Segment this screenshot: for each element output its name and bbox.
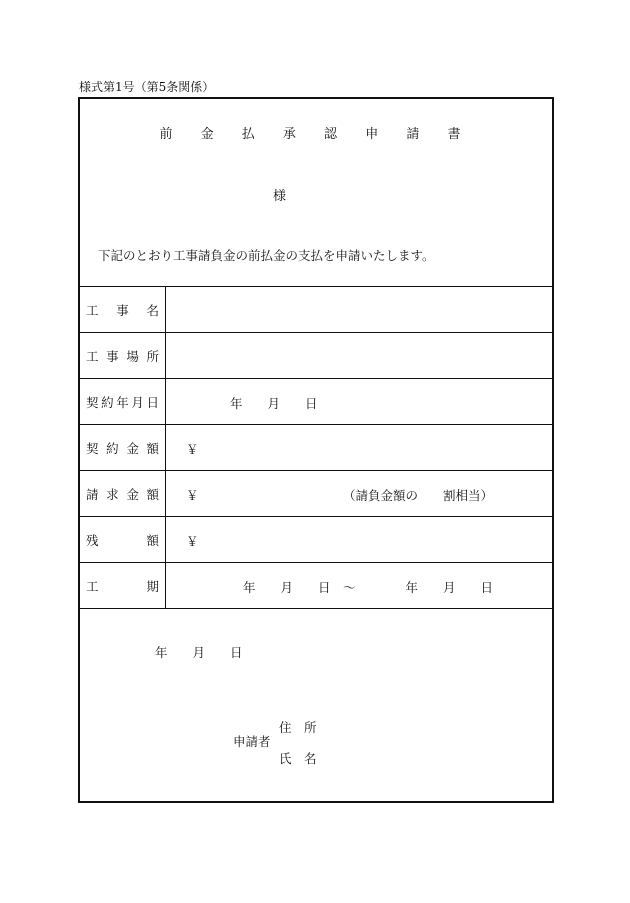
intro-text: 下記のとおり工事請負金の前払金の支払を申請いたします。 xyxy=(98,248,435,263)
application-date[interactable]: 年 月 日 xyxy=(155,645,243,660)
row-label-project-location: 工事場所 xyxy=(80,333,166,378)
requested-amount-field[interactable] xyxy=(167,471,552,516)
form-table xyxy=(80,286,552,609)
contract-date-field[interactable] xyxy=(167,379,552,424)
table-row-project-name xyxy=(80,286,552,332)
table-row-contract-date xyxy=(80,378,552,424)
table-row-construction-period xyxy=(80,562,552,609)
row-label-construction-period: 工期 xyxy=(80,563,166,608)
addressee-suffix: 様 xyxy=(273,189,287,204)
row-label-contract-amount: 契約金額 xyxy=(80,425,166,470)
yen-sign: ￥ xyxy=(186,534,199,549)
contract-amount-field[interactable] xyxy=(167,425,552,470)
ratio-note: （請負金額の 割相当） xyxy=(343,488,494,503)
table-row-balance xyxy=(80,516,552,562)
yen-sign: ￥ xyxy=(186,488,199,503)
balance-field[interactable] xyxy=(167,517,552,562)
applicant-label: 申請者 xyxy=(233,734,271,749)
table-row-contract-amount xyxy=(80,424,552,470)
form-number-label: 様式第1号（第5条関係） xyxy=(79,80,215,94)
row-label-balance: 残額 xyxy=(80,517,166,562)
name-label: 氏 名 xyxy=(279,751,317,766)
row-label-contract-date: 契約年月日 xyxy=(80,379,166,424)
project-location-field[interactable] xyxy=(167,333,552,378)
construction-period-field[interactable] xyxy=(167,563,552,608)
application-form-frame xyxy=(78,97,554,803)
row-label-project-name: 工事名 xyxy=(80,287,166,332)
document-title: 前 金 払 承 認 申 請 書 xyxy=(159,127,473,142)
contract-date-text: 年 月 日 xyxy=(230,396,318,411)
yen-sign: ￥ xyxy=(186,442,199,457)
project-name-field[interactable] xyxy=(167,287,552,332)
table-row-project-location xyxy=(80,332,552,378)
construction-period-text: 年 月 日 ～ 年 月 日 xyxy=(243,580,494,595)
table-row-requested-amount xyxy=(80,470,552,516)
address-label: 住 所 xyxy=(279,720,317,735)
row-label-requested-amount: 請求金額 xyxy=(80,471,166,516)
